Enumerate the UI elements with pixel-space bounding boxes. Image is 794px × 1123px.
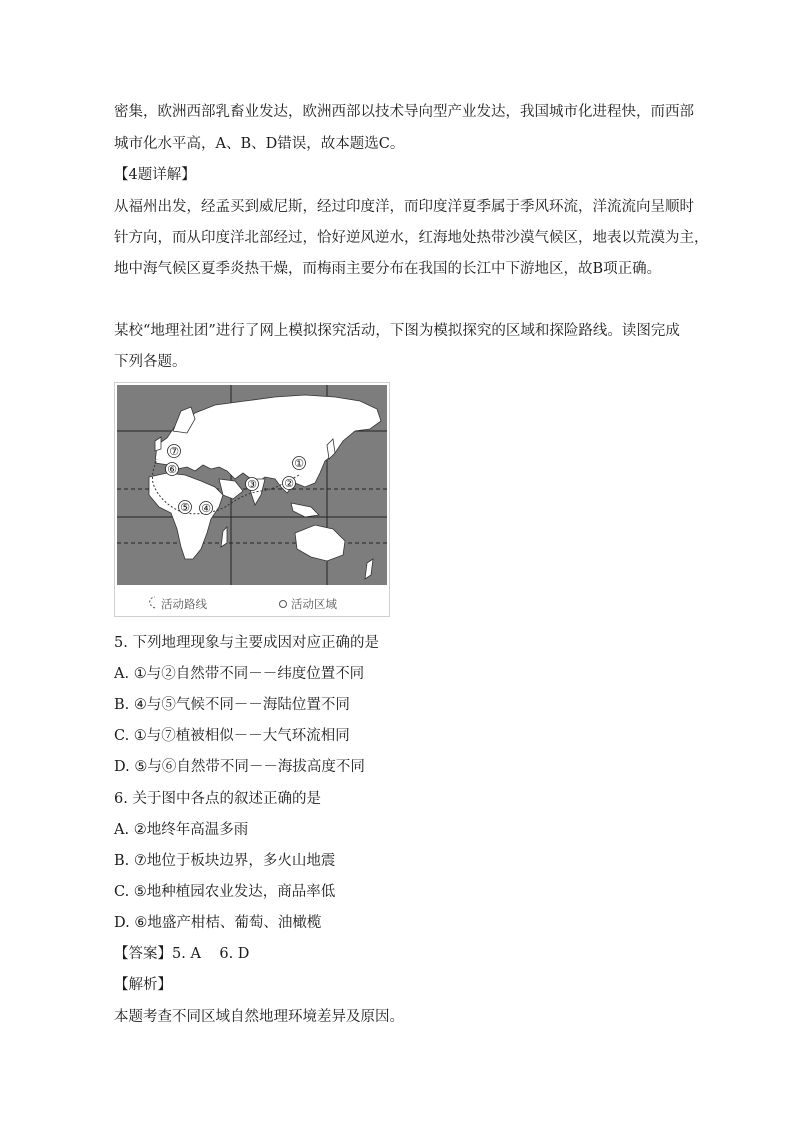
analysis-body: 本题考查不同区域自然地理环境差异及原因。	[114, 1009, 404, 1025]
paragraph-line: 城市化水平高，A、B、D错误，故本题选C。	[114, 136, 405, 152]
section-heading: 【4题详解】	[114, 167, 196, 183]
paragraph-line: 密集，欧洲西部乳畜业发达，欧洲西部以技术导向型产业发达，我国城市化进程快，而西部	[114, 104, 694, 120]
question-6-option-c: C. ⑤地种植园农业发达，商品率低	[114, 884, 336, 900]
world-map-svg	[115, 383, 389, 616]
region-legend-icon	[280, 601, 287, 608]
marker-3-label: ③	[247, 478, 257, 491]
marker-2-label: ②	[284, 477, 294, 490]
question-5-stem: 5. 下列地理现象与主要成因对应正确的是	[114, 635, 379, 651]
marker-4-label: ④	[201, 502, 211, 515]
question-5-option-b: B. ④与⑤气候不同－－海陆位置不同	[114, 697, 350, 713]
intro-line: 下列各题。	[114, 354, 187, 370]
marker-1-label: ①	[294, 457, 304, 470]
region-legend-label: 活动区域	[291, 597, 337, 611]
paragraph-line: 从福州出发，经孟买到威尼斯，经过印度洋，而印度洋夏季属于季风环流，洋流流向呈顺时	[114, 199, 694, 215]
question-6-option-a: A. ②地终年高温多雨	[114, 822, 249, 838]
map-legend	[150, 597, 338, 611]
paragraph-line: 针方向，而从印度洋北部经过，恰好逆风逆水，红海地处热带沙漠气候区，地表以荒漠为主，	[114, 230, 709, 246]
question-5-option-c: C. ①与⑦植被相似－－大气环流相同	[114, 728, 350, 744]
route-legend-icon	[150, 597, 155, 608]
world-map-figure	[114, 382, 390, 617]
marker-6-label: ⑥	[167, 463, 177, 476]
intro-line: 某校“地理社团”进行了网上模拟探究活动，下图为模拟探究的区域和探险路线。读图完成	[114, 323, 680, 339]
question-6-option-d: D. ⑥地盛产柑桔、葡萄、油橄榄	[114, 915, 322, 931]
marker-7-label: ⑦	[169, 445, 179, 458]
question-6-option-b: B. ⑦地位于板块边界，多火山地震	[114, 853, 336, 869]
marker-5-label: ⑤	[180, 501, 190, 514]
question-6-stem: 6. 关于图中各点的叙述正确的是	[114, 791, 321, 807]
route-legend-label: 活动路线	[161, 597, 207, 611]
paragraph-line: 地中海气候区夏季炎热干燥，而梅雨主要分布在我国的长江中下游地区，故B项正确。	[114, 261, 662, 277]
answer-line: 【答案】5. A 6. D	[114, 946, 250, 962]
analysis-heading: 【解析】	[114, 977, 172, 993]
question-5-option-d: D. ⑤与⑥自然带不同－－海拔高度不同	[114, 759, 365, 775]
question-5-option-a: A. ①与②自然带不同－－纬度位置不同	[114, 666, 365, 682]
